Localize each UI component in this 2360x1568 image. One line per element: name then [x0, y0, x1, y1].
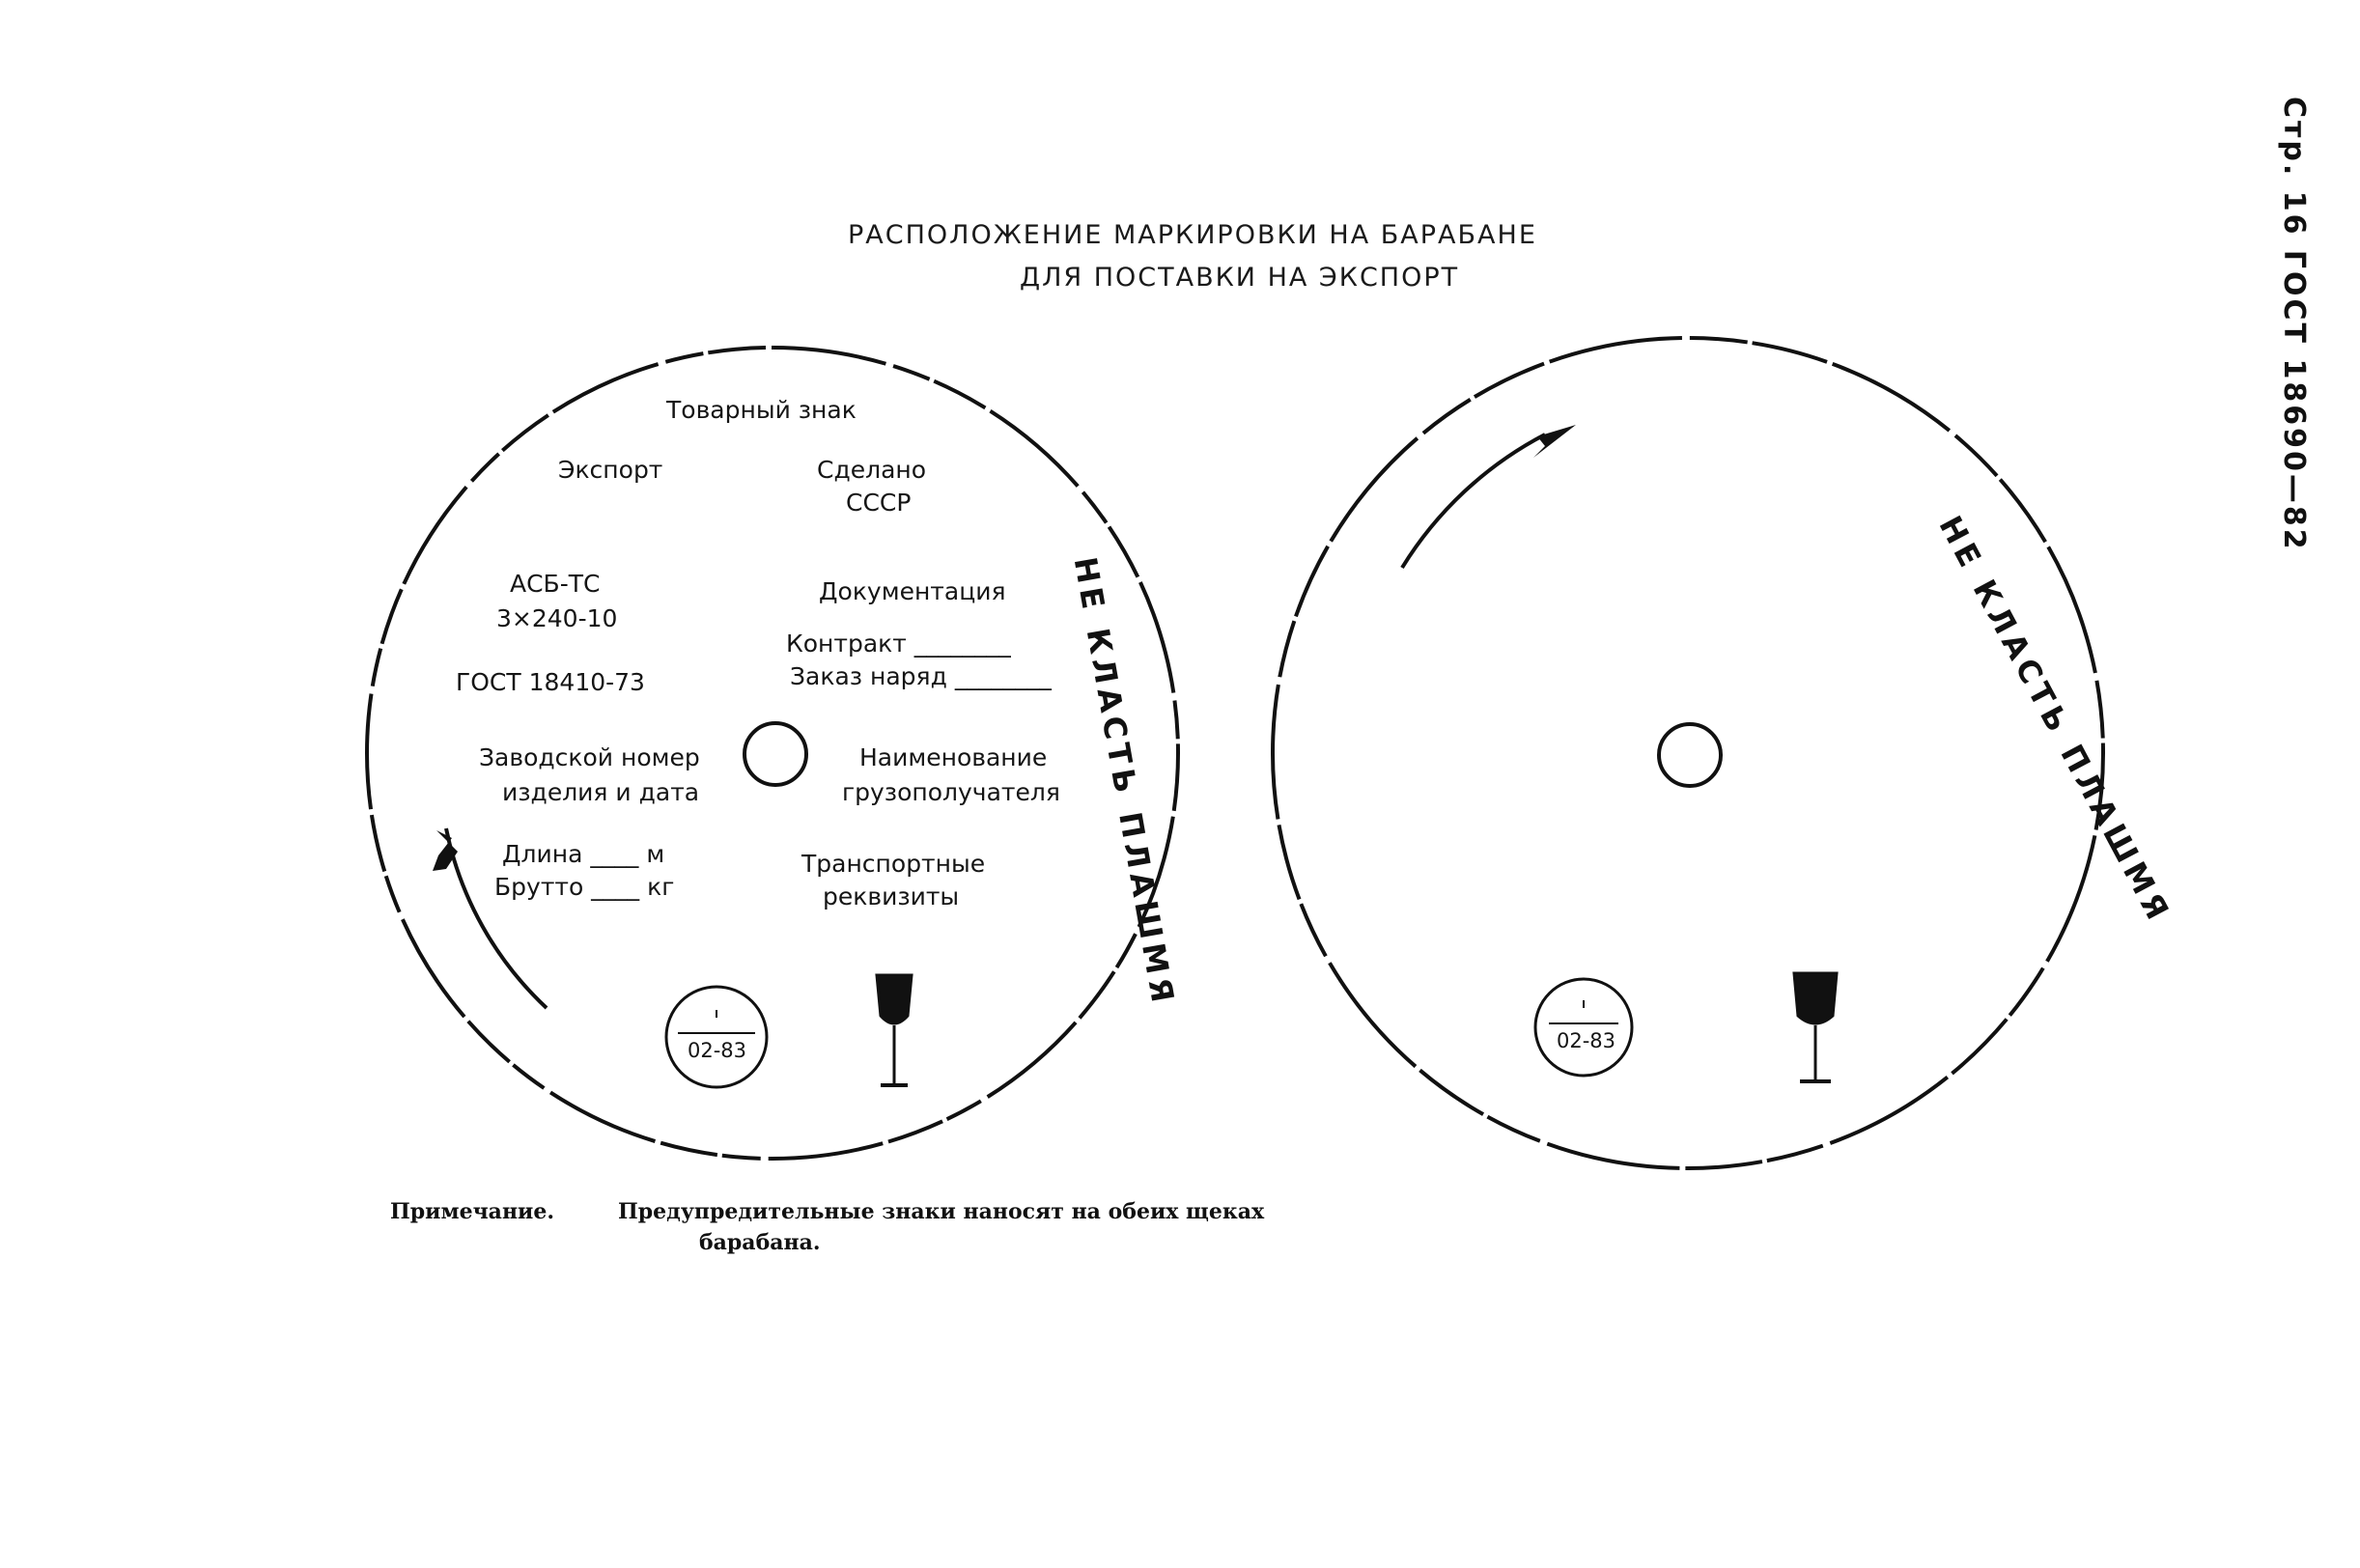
gross-label: Брутто ____ кг [494, 873, 675, 901]
right-fragile-glass-icon [1794, 973, 1837, 1081]
made-in-label-line-1: Сделано [817, 456, 927, 484]
left-do-not-lay-flat-warning: НЕ КЛАСТЬ ПЛАШМЯ [1066, 554, 1183, 1010]
standard-label: ГОСТ 18410-73 [456, 668, 645, 696]
order-label: Заказ наряд ________ [790, 662, 1052, 690]
documentation-label: Документация [819, 577, 1006, 605]
right-rotation-arrowhead [1533, 425, 1576, 458]
product-label-line-2: 3×240-10 [496, 604, 618, 632]
note-text-line-2: барабана. [699, 1230, 821, 1255]
made-in-label-line-2: СССР [846, 489, 912, 517]
right-drum-rim [1273, 338, 2103, 1168]
figure-title-line-2: ДЛЯ ПОСТАВКИ НА ЭКСПОРТ [1020, 263, 1460, 293]
figure-title-line-1: РАСПОЛОЖЕНИЕ МАРКИРОВКИ НА БАРАБАНЕ [848, 220, 1537, 250]
transport-label-line-2: реквизиты [823, 882, 960, 910]
product-label-line-1: АСБ-ТС [510, 570, 601, 598]
consignee-label-line-1: Наименование [859, 743, 1048, 771]
note-label: Примечание. [390, 1199, 555, 1224]
right-rotation-arrow [1402, 434, 1545, 568]
serial-label-line-1: Заводской номер [479, 743, 700, 771]
transport-label-line-1: Транспортные [801, 850, 986, 878]
left-stamp-text: 02-83 [688, 1039, 747, 1062]
left-drum-hub [745, 723, 806, 785]
right-stamp-text: 02-83 [1557, 1029, 1616, 1052]
right-drum [1273, 338, 2103, 1168]
left-stamp-circle [666, 987, 767, 1087]
note [390, 1199, 1264, 1261]
right-stamp-circle [1535, 979, 1632, 1076]
page-header-text: Стр. 16 ГОСТ 18690—82 [2277, 97, 2311, 552]
length-label: Длина ____ м [502, 840, 665, 868]
right-drum-hub [1659, 724, 1721, 786]
right-do-not-lay-flat-warning: НЕ КЛАСТЬ ПЛАШМЯ [1931, 510, 2178, 930]
export-label: Экспорт [558, 456, 663, 484]
serial-label-line-2: изделия и дата [502, 778, 700, 806]
trademark-label: Товарный знак [666, 396, 857, 424]
consignee-label-line-2: грузополучателя [842, 778, 1060, 806]
contract-label: Контракт ________ [786, 630, 1011, 658]
left-fragile-glass-icon [877, 975, 912, 1085]
note-text-line-1: Предупредительные знаки наносят на обеих щеках [618, 1199, 1265, 1224]
